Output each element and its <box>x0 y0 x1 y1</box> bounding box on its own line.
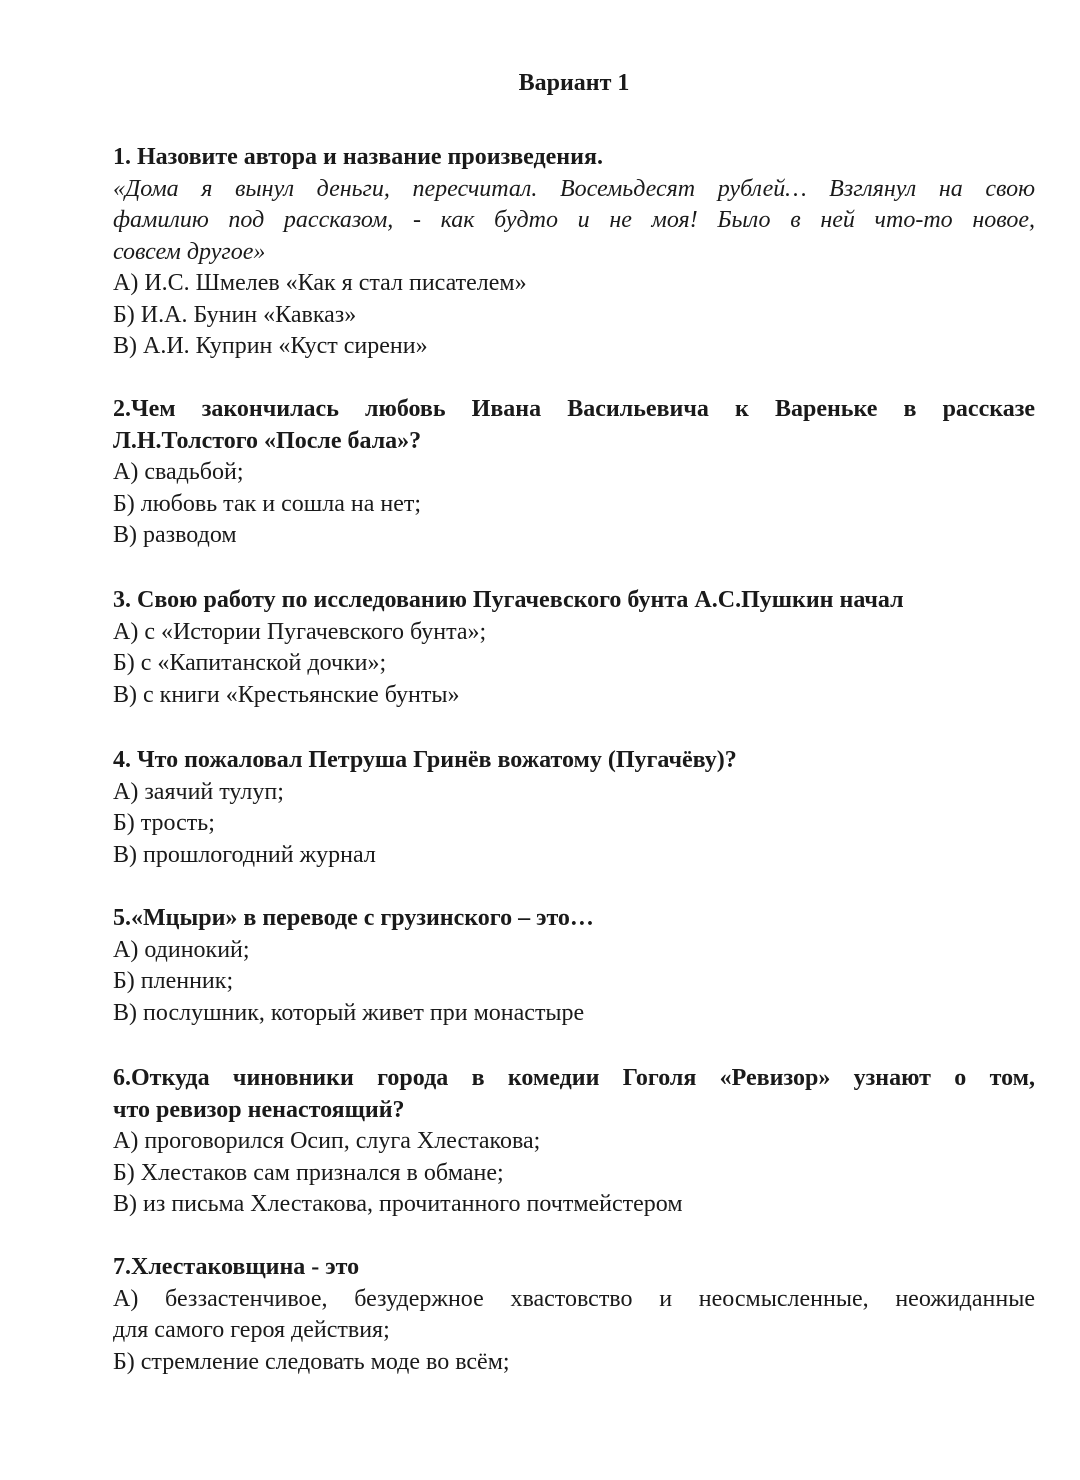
option-a: А) проговорился Осип, слуга Хлестакова; <box>113 1128 541 1154</box>
option-b: Б) Хлестаков сам признался в обмане; <box>113 1159 504 1186</box>
option-c: В) разводом <box>113 522 237 548</box>
question-2-text <box>113 394 1035 457</box>
question-2 <box>113 394 1035 552</box>
option-b: Б) пленник; <box>113 968 234 994</box>
variant-title: Вариант 1 <box>518 70 630 96</box>
question-line: что ревизор ненастоящий? <box>113 1096 405 1123</box>
question-7 <box>113 1252 1035 1378</box>
quote-line: «Дома я вынул деньги, пересчитал. Восемьдесят рублей… Взглянул на свою <box>113 175 1035 202</box>
question-line: 6.Откуда чиновники города в комедии Гоголя «Ревизор» узнают о том, <box>113 1065 1035 1091</box>
option-b: Б) трость; <box>113 810 215 836</box>
question-line: 2.Чем закончилась любовь Ивана Васильевича к Вареньке в рассказе <box>113 396 1035 422</box>
quote-line: фамилию под рассказом, - как будто и не моя! Было в ней что-то новое, <box>113 207 1035 233</box>
option-a: А) И.С. Шмелев «Как я стал писателем» <box>113 270 527 296</box>
option-b: Б) любовь так и сошла на нет; <box>113 490 422 517</box>
question-7-text: 7.Хлестаковщина - это <box>113 1254 360 1280</box>
option-a <box>113 1284 1035 1347</box>
option-b: Б) с «Капитанской дочки»; <box>113 650 387 676</box>
option-b: Б) стремление следовать моде во всём; <box>113 1348 510 1375</box>
question-1 <box>113 142 1035 363</box>
option-a: А) одинокий; <box>113 936 250 963</box>
option-c: В) прошлогодний журнал <box>113 841 376 868</box>
option-line: для самого героя действия; <box>113 1317 390 1343</box>
question-6 <box>113 1063 1035 1221</box>
question-6-text <box>113 1063 1035 1126</box>
option-c: В) послушник, который живет при монастыре <box>113 999 585 1026</box>
option-c: В) с книги «Крестьянские бунты» <box>113 681 460 708</box>
quote-line: совсем другое» <box>113 238 266 265</box>
question-5-text: 5.«Мцыри» в переводе с грузинского – это… <box>113 905 594 931</box>
question-4-text: 4. Что пожаловал Петруша Гринёв вожатому (Пугачёву)? <box>113 747 737 773</box>
question-4 <box>113 745 1035 871</box>
option-b: Б) И.А. Бунин «Кавказ» <box>113 301 357 328</box>
option-a: А) заячий тулуп; <box>113 778 284 805</box>
question-line: Л.Н.Толстого «После бала»? <box>113 427 422 454</box>
option-c: В) А.И. Куприн «Куст сирени» <box>113 333 428 359</box>
question-5 <box>113 903 1035 1029</box>
option-a: А) с «Истории Пугачевского бунта»; <box>113 618 487 645</box>
question-1-quote <box>113 174 1035 269</box>
option-line: А) беззастенчивое, безудержное хвастовство и неосмысленные, неожиданные <box>113 1285 1035 1312</box>
question-1-text: 1. Назовите автора и название произведения. <box>113 144 603 170</box>
option-a: А) свадьбой; <box>113 459 244 485</box>
question-3 <box>113 585 1035 711</box>
option-c: В) из письма Хлестакова, прочитанного почтмейстером <box>113 1191 683 1217</box>
question-3-text: 3. Свою работу по исследованию Пугачевского бунта А.С.Пушкин начал <box>113 587 904 613</box>
